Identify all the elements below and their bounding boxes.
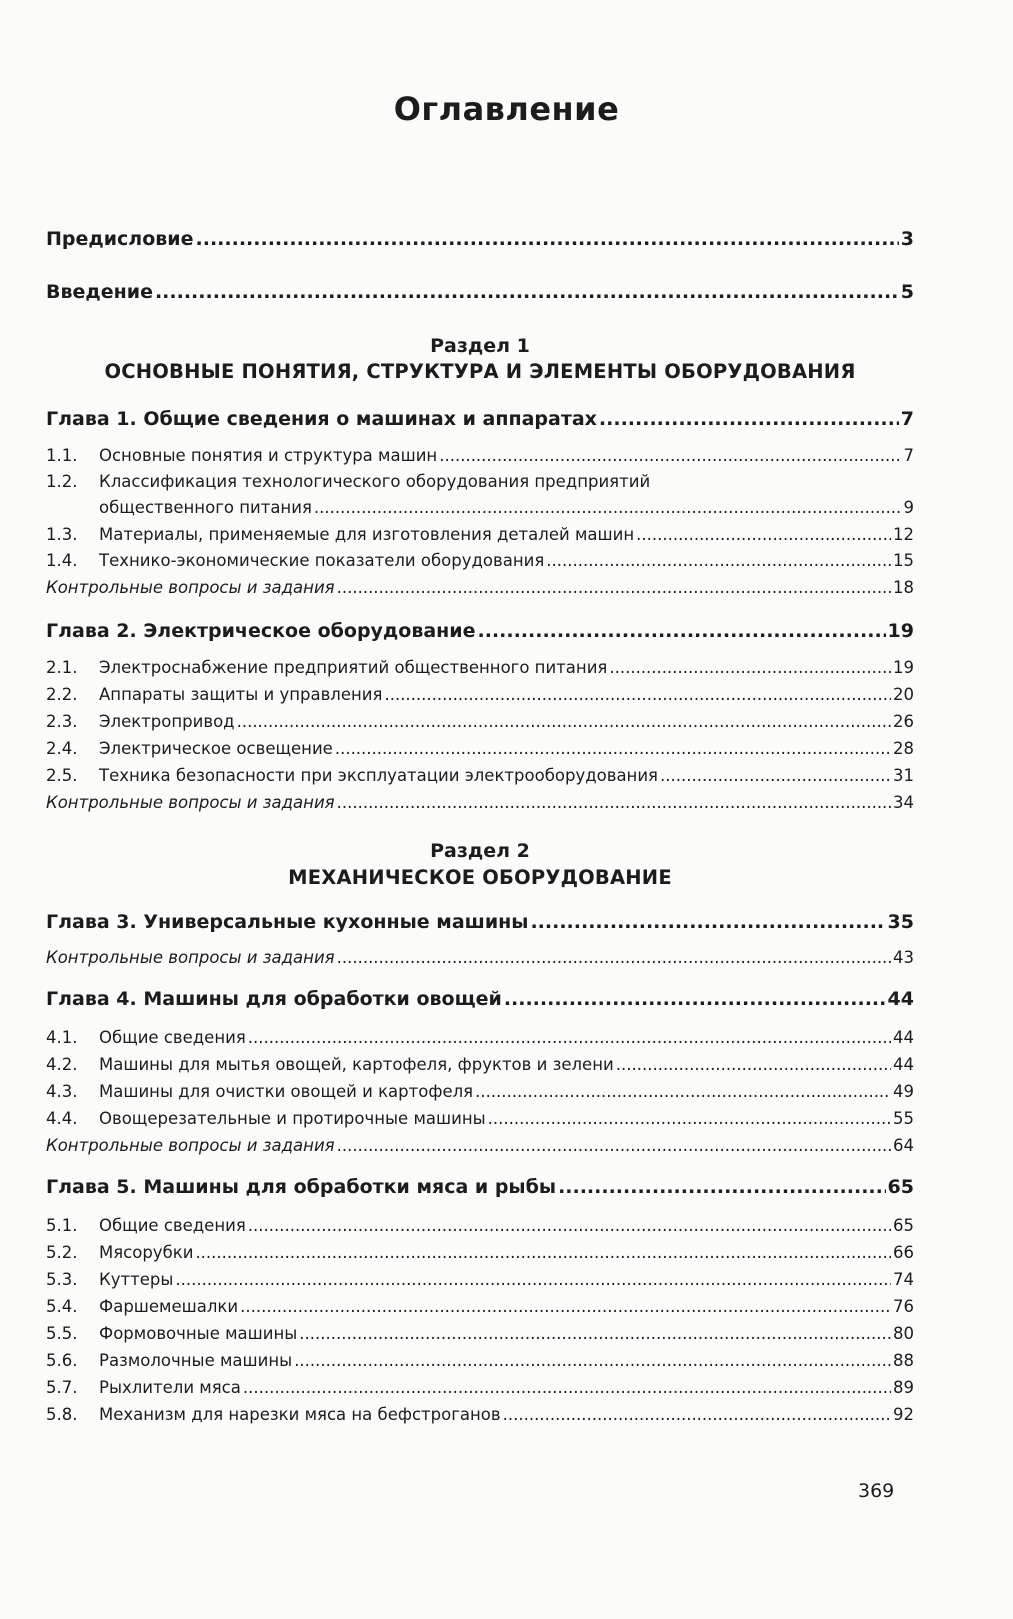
- toc-page: 43: [893, 948, 914, 967]
- toc-text: Контрольные вопросы и задания: [46, 948, 335, 967]
- toc-control-questions: [46, 1136, 914, 1160]
- toc-item: [46, 1082, 914, 1106]
- toc-num: 5.2.: [46, 1243, 78, 1262]
- toc-text: Механизм для нарезки мяса на бефстроганов: [99, 1405, 501, 1424]
- leader-dots: [660, 766, 891, 785]
- toc-text: Размолочные машины: [99, 1351, 293, 1370]
- leader-dots: [488, 1109, 891, 1128]
- toc-text: Овощерезательные и протирочные машины: [99, 1109, 486, 1128]
- toc-text: Предисловие: [46, 228, 194, 250]
- toc-item: [46, 1055, 914, 1079]
- leader-dots: [504, 988, 886, 1010]
- toc-text: Куттеры: [99, 1270, 174, 1289]
- toc-text: Контрольные вопросы и задания: [46, 1136, 335, 1155]
- toc-num: 5.5.: [46, 1324, 78, 1343]
- toc-text: Аппараты защиты и управления: [99, 685, 383, 704]
- leader-dots: [175, 1270, 891, 1289]
- toc-item: [46, 1378, 914, 1402]
- toc-item: [46, 551, 914, 575]
- toc-page: 44: [887, 988, 914, 1010]
- toc-text: Введение: [46, 281, 153, 303]
- toc-item: [46, 658, 914, 682]
- toc-item: [46, 685, 914, 709]
- toc-chapter-1: [46, 408, 914, 434]
- section-1-title: ОСНОВНЫЕ ПОНЯТИЯ, СТРУКТУРА И ЭЛЕМЕНТЫ ОБОРУДОВАНИЯ: [104, 360, 856, 383]
- leader-dots: [237, 712, 891, 731]
- toc-page: 44: [893, 1055, 914, 1074]
- leader-dots: [248, 1216, 891, 1235]
- toc-page: 18: [893, 578, 914, 597]
- toc-page: 9: [903, 498, 914, 517]
- toc-item: [46, 1216, 914, 1240]
- toc-text: Формовочные машины: [99, 1324, 298, 1343]
- toc-item-continued: [46, 498, 914, 522]
- leader-dots: [294, 1351, 891, 1370]
- toc-item: [46, 1351, 914, 1375]
- toc-preface: [46, 228, 914, 254]
- toc-num: 5.4.: [46, 1297, 78, 1316]
- toc-text: Электропривод: [99, 712, 235, 731]
- section-2-label: Раздел 2: [430, 840, 530, 862]
- toc-page: 3: [900, 228, 914, 250]
- toc-text: Основные понятия и структура машин: [99, 446, 438, 465]
- toc-text: Электрическое освещение: [99, 739, 333, 758]
- toc-item: [46, 1028, 914, 1052]
- toc-item: [46, 1270, 914, 1294]
- toc-chapter-2: [46, 620, 914, 646]
- toc-page: 19: [893, 658, 914, 677]
- leader-dots: [616, 1055, 891, 1074]
- leader-dots: [195, 1243, 891, 1262]
- toc-page: 64: [893, 1136, 914, 1155]
- toc-num: 2.4.: [46, 739, 78, 758]
- leader-dots: [530, 911, 885, 933]
- toc-page: 89: [893, 1378, 914, 1397]
- toc-item: [46, 739, 914, 763]
- leader-dots: [155, 281, 899, 303]
- leader-dots: [558, 1176, 885, 1198]
- toc-num: 1.1.: [46, 446, 78, 465]
- toc-control-questions: [46, 948, 914, 972]
- toc-page: 55: [893, 1109, 914, 1128]
- toc-text: Контрольные вопросы и задания: [46, 793, 335, 812]
- leader-dots: [337, 793, 891, 812]
- toc-text: Машины для очистки овощей и картофеля: [99, 1082, 474, 1101]
- toc-page: 7: [903, 446, 914, 465]
- toc-page: 35: [887, 911, 914, 933]
- leader-dots: [609, 658, 891, 677]
- toc-num: 2.2.: [46, 685, 78, 704]
- toc-page: 7: [900, 408, 914, 430]
- leader-dots: [503, 1405, 891, 1424]
- leader-dots: [599, 408, 899, 430]
- toc-control-questions: [46, 793, 914, 817]
- toc-text: Технико-экономические показатели оборудования: [99, 551, 545, 570]
- leader-dots: [240, 1297, 891, 1316]
- toc-item: [46, 1324, 914, 1348]
- toc-item: [46, 446, 914, 470]
- toc-text: Общие сведения: [99, 1216, 246, 1235]
- toc-num: 4.3.: [46, 1082, 78, 1101]
- leader-dots: [337, 948, 891, 967]
- toc-text: Общие сведения: [99, 1028, 246, 1047]
- toc-text: Техника безопасности при эксплуатации электрооборудования: [99, 766, 658, 785]
- toc-page: 76: [893, 1297, 914, 1316]
- toc-page: 28: [893, 739, 914, 758]
- toc-text: Глава 2. Электрическое оборудование: [46, 620, 476, 642]
- toc-num: 1.2.: [46, 472, 78, 491]
- toc-page: 65: [887, 1176, 914, 1198]
- toc-text: общественного питания: [99, 498, 312, 517]
- toc-text: Рыхлители мяса: [99, 1378, 241, 1397]
- toc-num: 1.3.: [46, 525, 78, 544]
- toc-page: 49: [893, 1082, 914, 1101]
- toc-chapter-3: [46, 911, 914, 937]
- section-2-title: МЕХАНИЧЕСКОЕ ОБОРУДОВАНИЕ: [288, 866, 672, 889]
- toc-item: [46, 1243, 914, 1267]
- leader-dots: [337, 1136, 891, 1155]
- toc-page: 74: [893, 1270, 914, 1289]
- toc-text: Контрольные вопросы и задания: [46, 578, 335, 597]
- toc-page: 88: [893, 1351, 914, 1370]
- page-number: 369: [858, 1480, 895, 1502]
- toc-num: 2.1.: [46, 658, 78, 677]
- toc-page: 19: [887, 620, 914, 642]
- leader-dots: [335, 739, 891, 758]
- toc-control-questions: [46, 578, 914, 602]
- toc-page: 12: [893, 525, 914, 544]
- leader-dots: [478, 620, 886, 642]
- toc-num: 5.3.: [46, 1270, 78, 1289]
- toc-text: Глава 3. Универсальные кухонные машины: [46, 911, 529, 933]
- toc-text: Материалы, применяемые для изготовления деталей машин: [99, 525, 635, 544]
- toc-num: 1.4.: [46, 551, 78, 570]
- leader-dots: [248, 1028, 891, 1047]
- toc-num: 5.1.: [46, 1216, 78, 1235]
- toc-item: [46, 1297, 914, 1321]
- toc-page: 80: [893, 1324, 914, 1343]
- toc-page: 66: [893, 1243, 914, 1262]
- toc-num: 5.8.: [46, 1405, 78, 1424]
- toc-text: Глава 1. Общие сведения о машинах и аппаратах: [46, 408, 597, 430]
- page-title: Оглавление: [393, 90, 620, 128]
- toc-text: Глава 4. Машины для обработки овощей: [46, 988, 502, 1010]
- toc-page: 31: [893, 766, 914, 785]
- toc-chapter-5: [46, 1176, 914, 1202]
- toc-num: 2.3.: [46, 712, 78, 731]
- toc-page: 5: [900, 281, 914, 303]
- toc-num: 2.5.: [46, 766, 78, 785]
- toc-item: [46, 712, 914, 736]
- toc-page: 92: [893, 1405, 914, 1424]
- leader-dots: [475, 1082, 891, 1101]
- toc-page: 34: [893, 793, 914, 812]
- toc-num: 5.7.: [46, 1378, 78, 1397]
- toc-chapter-4: [46, 988, 914, 1014]
- leader-dots: [314, 498, 902, 517]
- leader-dots: [636, 525, 891, 544]
- toc-text: Глава 5. Машины для обработки мяса и рыбы: [46, 1176, 557, 1198]
- section-1-label: Раздел 1: [430, 335, 530, 357]
- toc-item: [46, 1109, 914, 1133]
- leader-dots: [439, 446, 901, 465]
- toc-page: 65: [893, 1216, 914, 1235]
- leader-dots: [299, 1324, 891, 1343]
- leader-dots: [196, 228, 899, 250]
- toc-page: 26: [893, 712, 914, 731]
- toc-item: [46, 525, 914, 549]
- toc-num: 4.4.: [46, 1109, 78, 1128]
- toc-page: 44: [893, 1028, 914, 1047]
- toc-item: [46, 472, 914, 496]
- toc-text: Мясорубки: [99, 1243, 194, 1262]
- toc-page: 20: [893, 685, 914, 704]
- toc-text: Электроснабжение предприятий общественного питания: [99, 658, 608, 677]
- toc-page: 15: [893, 551, 914, 570]
- leader-dots: [243, 1378, 891, 1397]
- toc-item: [46, 766, 914, 790]
- toc-text: Машины для мытья овощей, картофеля, фруктов и зелени: [99, 1055, 614, 1074]
- toc-intro: [46, 281, 914, 307]
- leader-dots: [384, 685, 891, 704]
- toc-item: [46, 1405, 914, 1429]
- leader-dots: [546, 551, 891, 570]
- toc-num: 5.6.: [46, 1351, 78, 1370]
- toc-num: 4.1.: [46, 1028, 78, 1047]
- toc-text: Фаршемешалки: [99, 1297, 239, 1316]
- toc-text: Классификация технологического оборудования предприятий: [99, 472, 651, 491]
- toc-num: 4.2.: [46, 1055, 78, 1074]
- leader-dots: [337, 578, 891, 597]
